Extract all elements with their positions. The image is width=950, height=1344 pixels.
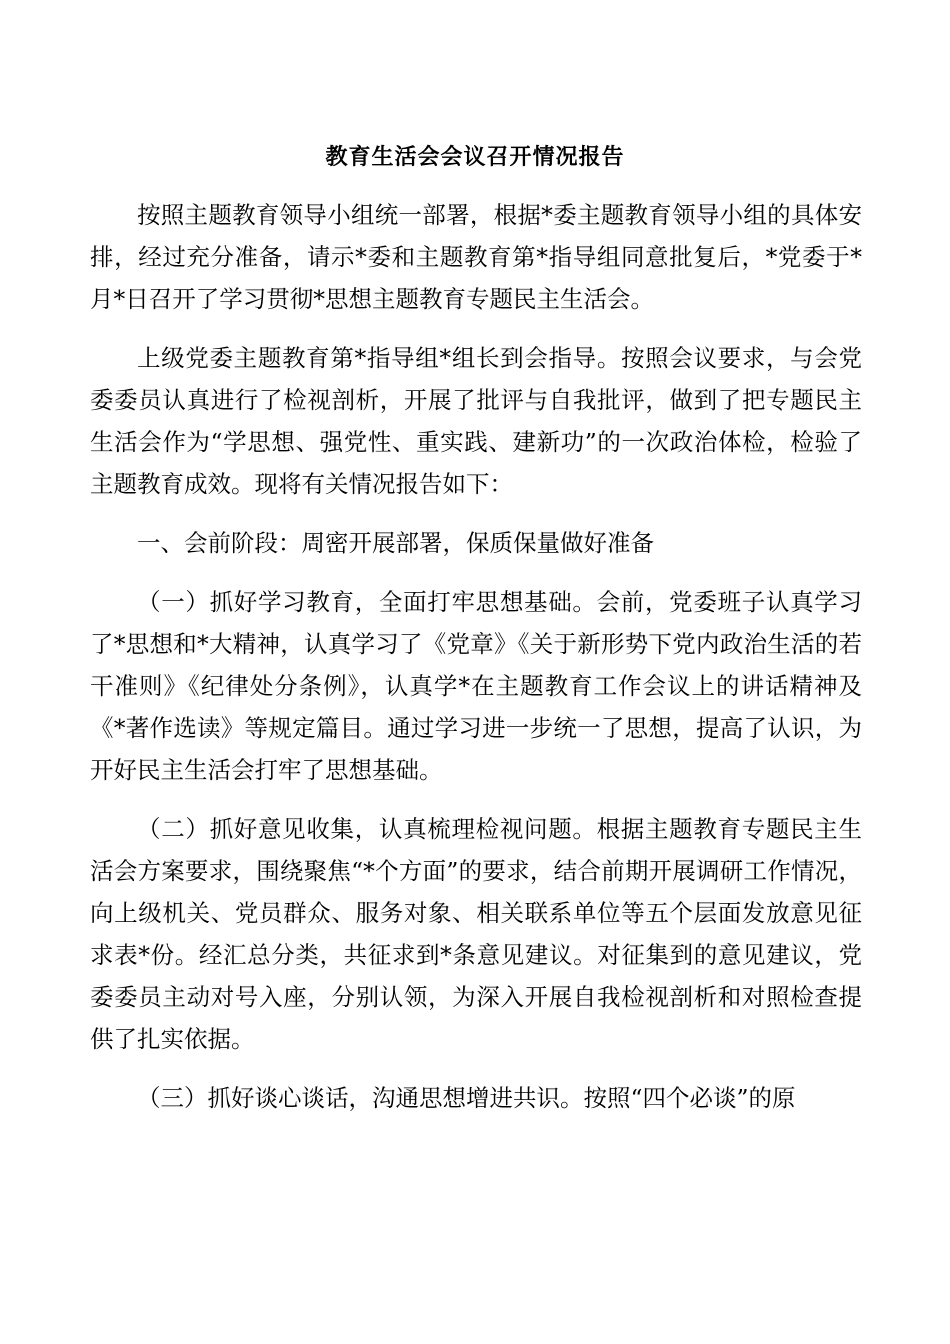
section-heading-1: 一、会前阶段：周密开展部署，保质保量做好准备 [137,529,654,557]
paragraph-heart-to-heart-talks: （三）抓好谈心谈话，沟通思想增进共识。按照“四个必谈”的原 [137,1084,796,1112]
document-body [90,194,862,1136]
paragraph-overview: 上级党委主题教育第*指导组*组长到会指导。按照会议要求，与会党委委员认真进行了检视剖析，开展了批评与自我批评，做到了把专题民主生活会作为“学思想、强党性、重实践、建新功”的一次政治体检，检验了主题教育成效。现将有关情况报告如下： [90,344,862,498]
document-title: 教育生活会会议召开情况报告 [325,144,625,170]
paragraph-opinion-collection: （二）抓好意见收集，认真梳理检视问题。根据主题教育专题民主生活会方案要求，围绕聚焦“*个方面”的要求，结合前期开展调研工作情况，向上级机关、党员群众、服务对象、相关联系单位等五个层面发放意见征求表*份。经汇总分类，共征求到*条意见建议。对征集到的意见建议，党委委员主动对号入座，分别认领，为深入开展自我检视剖析和对照检查提供了扎实依据。 [90,815,862,1053]
paragraph-study-education: （一）抓好学习教育，全面打牢思想基础。会前，党委班子认真学习了*思想和*大精神，认真学习了《党章》《关于新形势下党内政治生活的若干准则》《纪律处分条例》，认真学*在主题教育工作会议上的讲话精神及《*著作选读》等规定篇目。通过学习进一步统一了思想，提高了认识，为开好民主生活会打牢了思想基础。 [90,588,862,784]
paragraph-intro: 按照主题教育领导小组统一部署，根据*委主题教育领导小组的具体安排，经过充分准备，请示*委和主题教育第*指导组同意批复后，*党委于*月*日召开了学习贯彻*思想主题教育专题民主生活会。 [90,201,862,313]
